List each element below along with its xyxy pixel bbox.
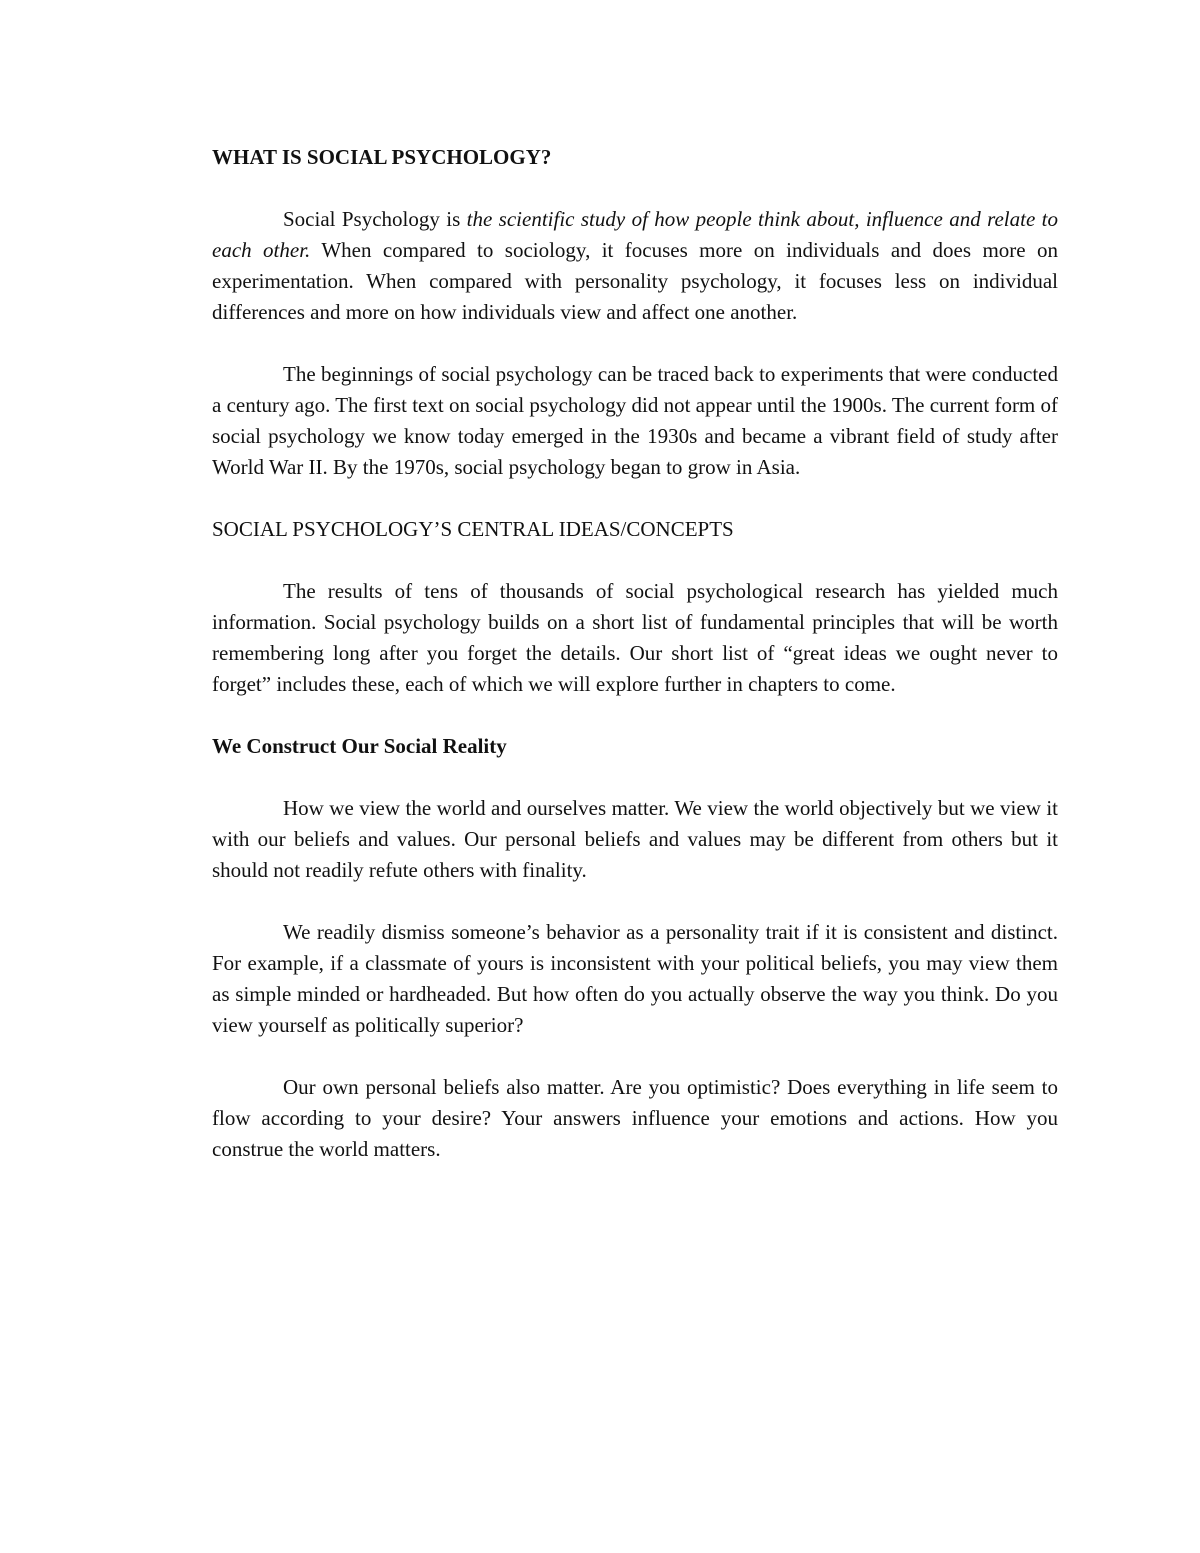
document-content	[212, 142, 1058, 1165]
central-ideas-heading: SOCIAL PSYCHOLOGY’S CENTRAL IDEAS/CONCEPTS	[212, 517, 734, 541]
intro-paragraph	[212, 204, 1058, 328]
intro-lead: Social Psychology is	[283, 207, 467, 231]
page-title: WHAT IS SOCIAL PSYCHOLOGY?	[212, 145, 552, 169]
body-paragraph-2: We readily dismiss someone’s behavior as a personality trait if it is consistent and distinct. For example, if a classmate of yours is inconsistent with your political beliefs, you may view them as simple minded or hardheaded. But how often do you actually observe the way you think. Do you view yourself as politically superior?	[212, 920, 1058, 1037]
intro-rest: When compared to sociology, it focuses more on individuals and does more on experimentation. When compared with personality psychology, it focuses less on individual differences and more on how individuals view and affect one another.	[212, 238, 1058, 324]
section-subheading: We Construct Our Social Reality	[212, 734, 507, 758]
definition-text: the scientific study of how people think about, influence and relate to each other.	[212, 207, 1058, 262]
body-paragraph-3: Our own personal beliefs also matter. Are you optimistic? Does everything in life seem to flow according to your desire? Your answers influence your emotions and actions. How you construe the world matters.	[212, 1075, 1058, 1161]
body-paragraph-1: How we view the world and ourselves matter. We view the world objectively but we view it with our beliefs and values. Our personal beliefs and values may be different from others but it should not readily refute others with finality.	[212, 796, 1058, 882]
central-ideas-paragraph: The results of tens of thousands of social psychological research has yielded much information. Social psychology builds on a short list of fundamental principles that will be worth remembering long after you forget the details. Our short list of “great ideas we ought never to forget” includes these, each of which we will explore further in chapters to come.	[212, 579, 1058, 696]
history-paragraph: The beginnings of social psychology can be traced back to experiments that were conducted a century ago. The first text on social psychology did not appear until the 1900s. The current form of social psychology we know today emerged in the 1930s and became a vibrant field of study after World War II. By the 1970s, social psychology began to grow in Asia.	[212, 362, 1059, 479]
